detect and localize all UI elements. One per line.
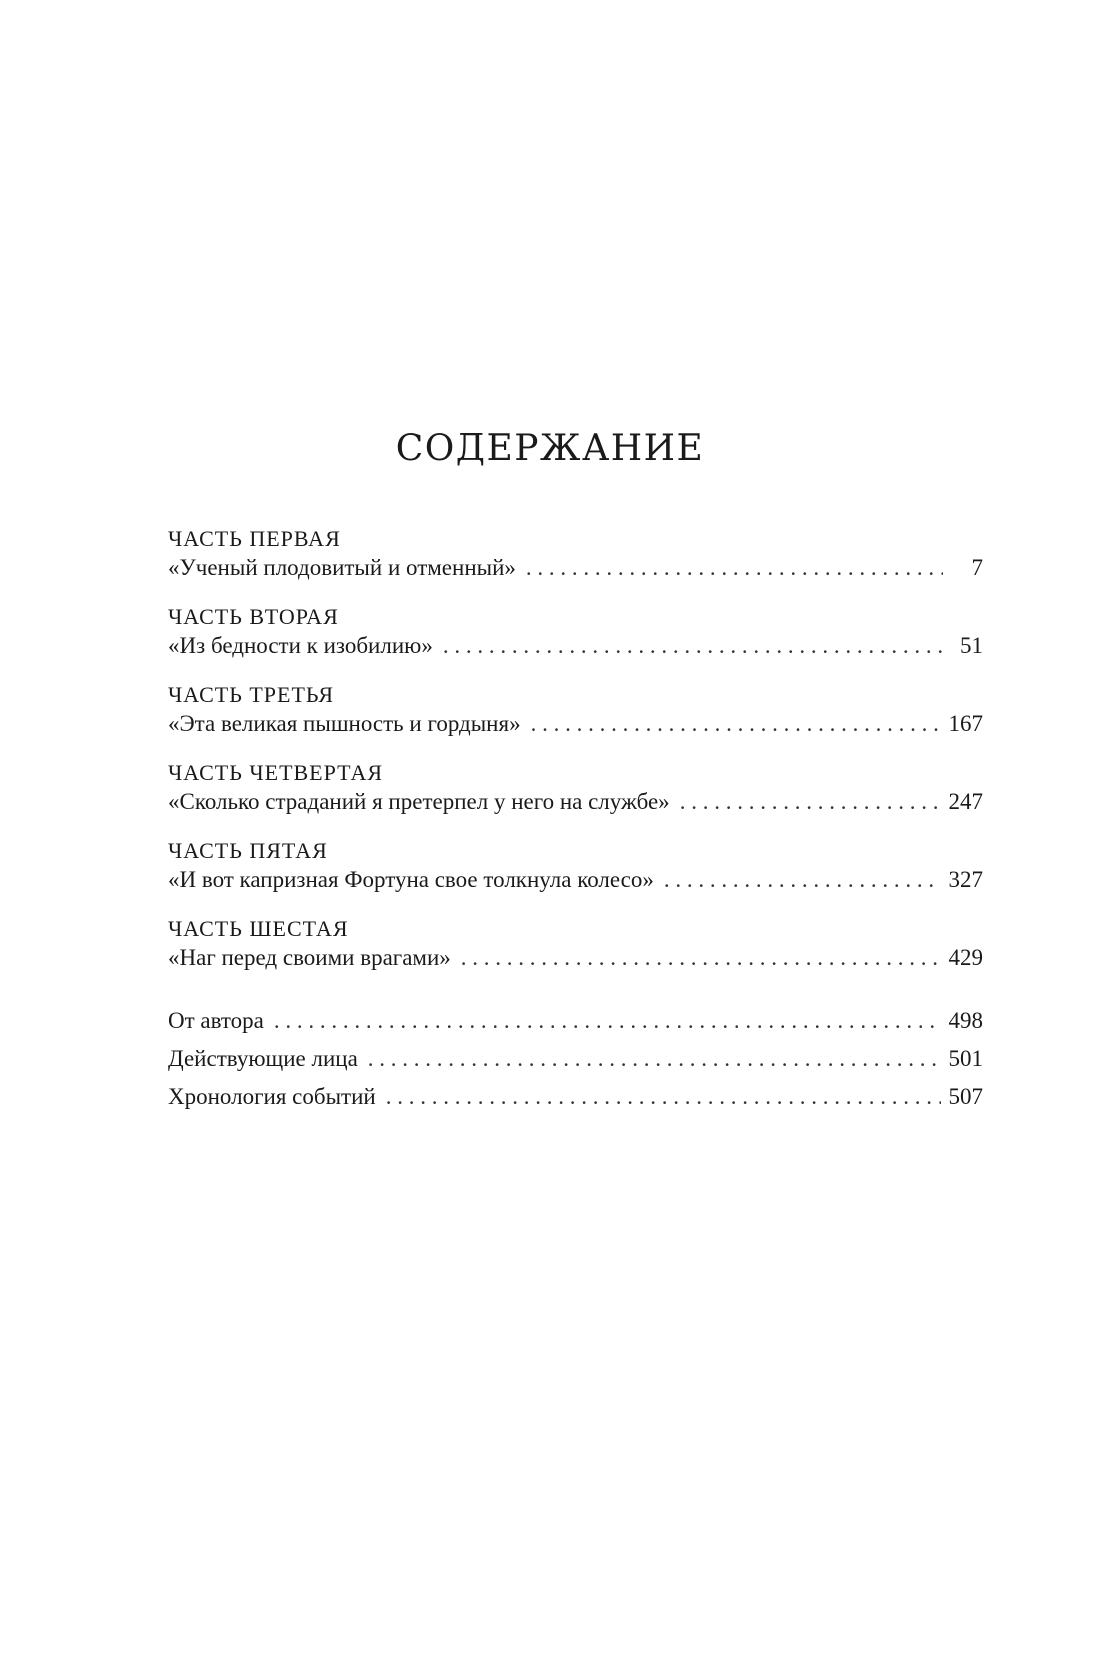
dot-leader xyxy=(386,1078,941,1116)
entry-title: «Эта великая пышность и гордыня» xyxy=(168,711,521,736)
part-label: ЧАСТЬ ЧЕТВЕРТАЯ xyxy=(168,760,384,785)
entry-title: «Ученый плодовитый и отменный» xyxy=(168,555,516,580)
toc-entry-chronology xyxy=(168,1078,983,1116)
entry-title: «Из бедности к изобилию» xyxy=(168,633,433,658)
dot-leader xyxy=(526,552,943,584)
toc-appendix xyxy=(168,1002,983,1116)
dot-leader xyxy=(531,708,941,740)
dot-leader xyxy=(664,864,941,896)
toc-entry xyxy=(168,786,983,818)
part-label: ЧАСТЬ ПЯТАЯ xyxy=(168,838,328,863)
dot-leader xyxy=(680,786,941,818)
toc-entry xyxy=(168,942,983,974)
part-label: ЧАСТЬ ТРЕТЬЯ xyxy=(168,682,335,707)
toc-entry xyxy=(168,864,983,896)
page-number: 429 xyxy=(948,945,983,970)
entry-title: От автора xyxy=(168,1008,264,1033)
part-label: ЧАСТЬ ПЕРВАЯ xyxy=(168,526,341,551)
toc-part-3 xyxy=(168,681,983,740)
entry-title: Хронология событий xyxy=(168,1084,376,1109)
toc-entry xyxy=(168,552,983,584)
page-number: 507 xyxy=(948,1084,983,1109)
page-number: 501 xyxy=(948,1046,983,1071)
toc-entry xyxy=(168,708,983,740)
page-title: СОДЕРЖАНИЕ xyxy=(395,428,705,469)
table-of-contents xyxy=(168,525,983,1116)
entry-title: «И вот капризная Фортуна свое толкнула колесо» xyxy=(168,867,654,892)
part-label: ЧАСТЬ ВТОРАЯ xyxy=(168,604,339,629)
page-number: 167 xyxy=(948,711,983,736)
part-label: ЧАСТЬ ШЕСТАЯ xyxy=(168,916,349,941)
page-number: 51 xyxy=(960,633,983,658)
toc-part-1 xyxy=(168,525,983,584)
toc-entry-afterword xyxy=(168,1002,983,1040)
toc-entry xyxy=(168,630,983,662)
page-number: 327 xyxy=(948,867,983,892)
dot-leader xyxy=(461,942,941,974)
dot-leader xyxy=(443,630,943,662)
toc-part-4 xyxy=(168,759,983,818)
dot-leader xyxy=(368,1040,941,1078)
dot-leader xyxy=(274,1002,941,1040)
entry-title: Действующие лица xyxy=(168,1046,358,1071)
page-number: 247 xyxy=(948,789,983,814)
entry-title: «Сколько страданий я претерпел у него на службе» xyxy=(168,789,670,814)
page-number: 498 xyxy=(948,1008,983,1033)
toc-part-6 xyxy=(168,915,983,974)
toc-part-5 xyxy=(168,837,983,896)
entry-title: «Наг перед своими врагами» xyxy=(168,945,451,970)
toc-entry-characters xyxy=(168,1040,983,1078)
page-number: 7 xyxy=(971,555,983,580)
toc-part-2 xyxy=(168,603,983,662)
